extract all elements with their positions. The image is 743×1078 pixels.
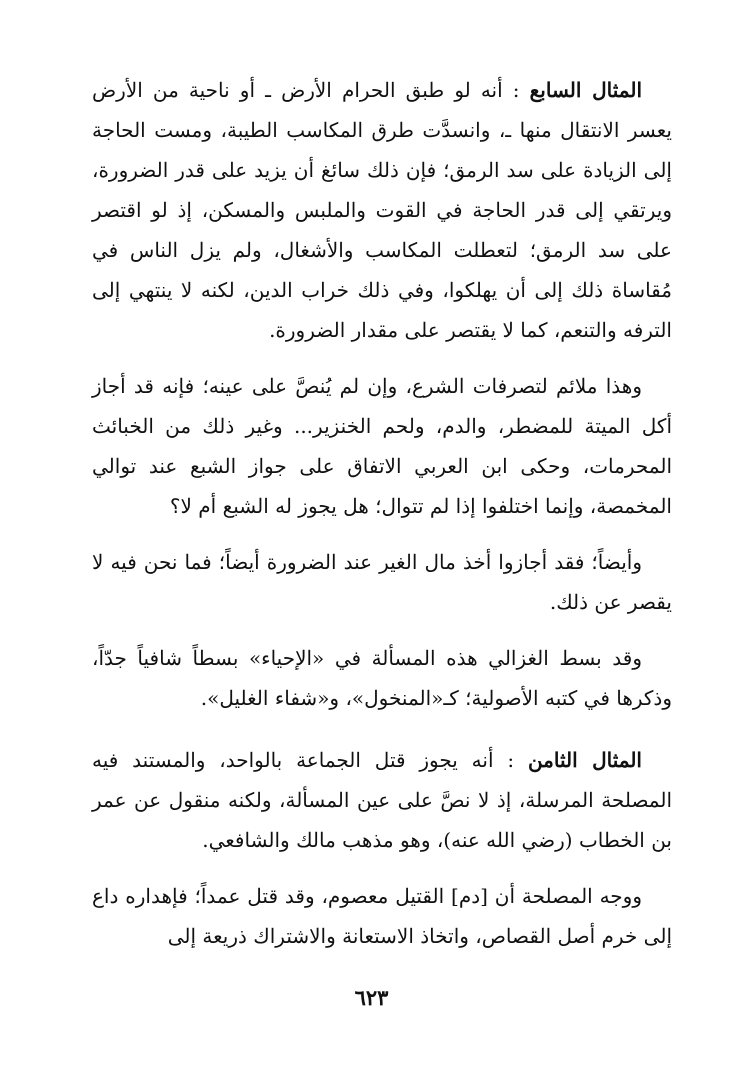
paragraph-others-property [92, 542, 672, 622]
example-eight-text: : أنه يجوز قتل الجماعة بالواحد، والمستند فيه المصلحة المرسلة، إذ لا نصَّ على عين المسألة، ولكنه منقول عن عمر بن الخطاب (رضي الله عنه)، وهو مذهب مالك والشافعي. [92, 748, 672, 852]
sharia-compatibility-text: وهذا ملائم لتصرفات الشرع، وإن لم يُنصَّ على عينه؛ فإنه قد أجاز أكل الميتة للمضطر، والدم، ولحم الخنزير... وغير ذلك من الخبائث المحرمات، وحكى ابن العربي الاتفاق على جواز الشبع عند توالي المخمصة، وإنما اختلفوا إذا لم تتوال؛ هل يجوز له الشبع أم لا؟ [92, 374, 672, 518]
paragraph-example-eight [92, 740, 672, 860]
paragraph-sharia-compatibility [92, 366, 672, 526]
page-body [92, 70, 672, 956]
interest-aspect-text: ووجه المصلحة أن [دم] القتيل معصوم، وقد قتل عمداً؛ فإهداره داع إلى خرم أصل القصاص، واتخاذ الاستعانة والاشتراك ذريعة إلى [92, 884, 672, 948]
page-number: ٦٢٣ [354, 985, 389, 1010]
paragraph-ghazali [92, 638, 672, 718]
ghazali-text: وقد بسط الغزالي هذه المسألة في «الإحياء» بسطاً شافياً جدّاً، وذكرها في كتبه الأصولية؛ كـ«المنخول»، و«شفاء الغليل». [92, 646, 672, 710]
example-eight-heading: المثال الثامن [527, 748, 642, 772]
others-property-text: وأيضاً؛ فقد أجازوا أخذ مال الغير عند الضرورة أيضاً؛ فما نحن فيه لا يقصر عن ذلك. [92, 550, 672, 614]
paragraph-interest-aspect [92, 876, 672, 956]
example-seven-text: : أنه لو طبق الحرام الأرض ـ أو ناحية من الأرض يعسر الانتقال منها ـ، وانسدَّت طرق المكاسب الطيبة، ومست الحاجة إلى الزيادة على سد الرمق؛ فإن ذلك سائغ أن يزيد على قدر الضرورة، ويرتقي إلى قدر الحاجة في القوت والملبس والمسكن، إذ لو اقتصر على سد الرمق؛ لتعطلت المكاسب والأشغال، ولم يزل الناس في مُقاساة ذلك إلى أن يهلكوا، وفي ذلك خراب الدين، لكنه لا ينتهي إلى الترفه والتنعم، كما لا يقتصر على مقدار الضرورة. [92, 78, 672, 342]
example-seven-heading: المثال السابع [529, 78, 643, 102]
paragraph-example-seven [92, 70, 672, 350]
